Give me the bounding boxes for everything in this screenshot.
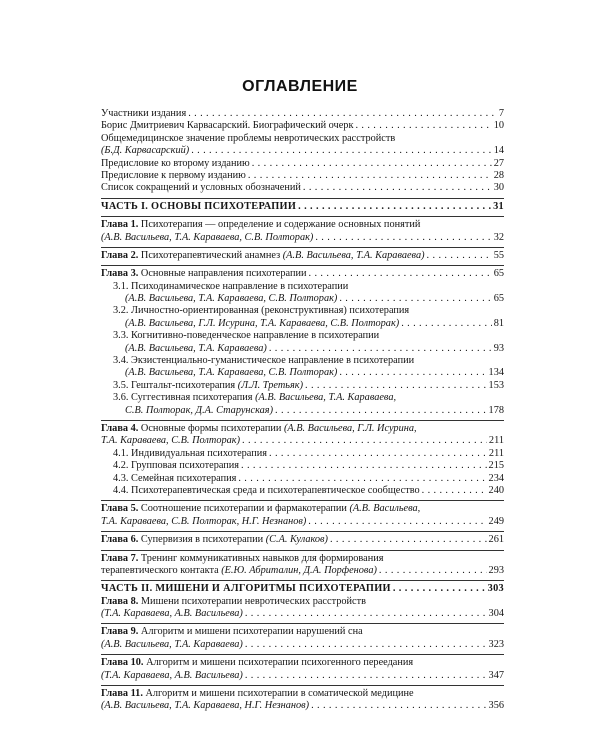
entry-title: 3.6. Суггестивная психотерапия: [113, 392, 253, 404]
chapter-label: Глава 10.: [101, 657, 144, 669]
section-entry: [101, 380, 504, 392]
entry-authors: Т.А. Караваева, С.В. Полторак): [101, 435, 241, 447]
page-title: ОГЛАВЛЕНИЕ: [242, 78, 358, 95]
entry-authors: (Т.А. Караваева, А.В. Васильева): [101, 669, 243, 681]
entry-title: 4.2. Групповая психотерапия: [113, 460, 240, 472]
page-number: 27: [493, 157, 504, 169]
toc-entry: [101, 108, 504, 120]
divider: [101, 420, 504, 421]
chapter-entry: [101, 688, 504, 700]
chapter-entry: [101, 219, 504, 231]
entry-authors: (Л.Л. Третьяк): [237, 379, 304, 391]
section-entry: [101, 305, 504, 317]
toc-entry: [101, 608, 504, 620]
chapter-label: Глава 9.: [101, 626, 139, 638]
chapter-label: Глава 5.: [101, 503, 139, 515]
entry-authors: (А.В. Васильева, Т.А. Караваева, С.В. Полторак): [101, 231, 314, 243]
entry-authors: С.В. Полторак, Д.А. Старунская): [125, 404, 274, 416]
toc-entry: [101, 158, 504, 170]
page-number: 30: [493, 182, 504, 194]
page-number: 93: [493, 342, 504, 354]
entry-title: 4.1. Индивидуальная психотерапия: [113, 447, 267, 459]
page-number: 28: [493, 169, 504, 181]
page-number: 32: [493, 231, 504, 243]
entry-authors: (А.В. Васильева, Т.А. Караваева): [282, 249, 425, 261]
toc-entry: [101, 405, 504, 417]
toc-entry: [101, 670, 504, 682]
page-number: 178: [488, 404, 504, 416]
entry-authors: (А.В. Васильева, Т.А. Караваева, С.В. Полторак): [125, 293, 338, 305]
section-entry: [101, 473, 504, 485]
entry-title: 4.4. Психотерапевтическая среда и психотерапевтическое сообщество: [113, 484, 420, 496]
chapter-entry: [101, 268, 504, 280]
entry-title: Предисловие к первому изданию: [101, 169, 246, 181]
page-number: 65: [493, 293, 504, 305]
chapter-label: Глава 1.: [101, 219, 139, 231]
toc-entry: [101, 639, 504, 651]
chapter-entry: [101, 553, 504, 565]
chapter-label: Глава 2.: [101, 249, 139, 261]
page-number: 211: [488, 447, 504, 459]
entry-title: 4.3. Семейная психотерапия: [113, 472, 237, 484]
entry-title: 3.3. Когнитивно-поведенческое направление в психотерапии: [113, 330, 380, 342]
entry-authors: (А.В. Васильева, Т.А. Караваева,: [255, 392, 397, 404]
section-entry: [101, 448, 504, 460]
entry-title: Тренинг коммуникативных навыков для формирования: [140, 552, 384, 564]
entry-title: Психотерапевтический анамнез: [140, 249, 281, 261]
chapter-label: Глава 4.: [101, 422, 139, 434]
toc-entry: [101, 700, 504, 712]
entry-authors: (А.В. Васильева, Т.А. Караваева, С.В. Полторак): [125, 367, 338, 379]
divider: [101, 531, 504, 532]
page-number: 303: [487, 583, 504, 595]
part-heading: [101, 583, 504, 595]
part-title: ЧАСТЬ II. МИШЕНИ И АЛГОРИТМЫ ПСИХОТЕРАПИИ: [101, 583, 391, 595]
toc-entry: [101, 170, 504, 182]
toc-entry-line: [101, 133, 504, 145]
entry-title: Борис Дмитриевич Карвасарский. Биографический очерк: [101, 120, 354, 132]
entry-title: Алгоритм и мишени психотерапии психогенного переедания: [146, 657, 414, 669]
entry-authors: (Б.Д. Карвасарский): [101, 145, 190, 157]
section-entry: [101, 392, 504, 404]
page-number: 347: [488, 669, 504, 681]
toc-entry: [101, 232, 504, 244]
page-number: 293: [488, 564, 504, 576]
entry-title: Основные направления психотерапии: [140, 268, 307, 280]
entry-authors: (А.В. Васильева, Г.Л. Исурина, Т.А. Караваева, С.В. Полторак): [125, 317, 400, 329]
page-number: 55: [493, 249, 504, 261]
chapter-label: Глава 3.: [101, 268, 139, 280]
section-entry: [101, 460, 504, 472]
entry-authors: (Т.А. Караваева, А.В. Васильева): [101, 608, 243, 620]
entry-title: терапевтического контакта: [101, 564, 219, 576]
entry-title: Алгоритм и мишени психотерапии нарушений сна: [140, 626, 363, 638]
entry-title: 3.2. Личностно-ориентированная (реконструктивная) психотерапия: [113, 305, 410, 317]
page-number: 31: [493, 200, 504, 212]
entry-authors: (А.В. Васильева, Т.А. Караваева): [125, 342, 267, 354]
part-title: ЧАСТЬ I. ОСНОВЫ ПСИХОТЕРАПИИ: [101, 200, 297, 212]
entry-title: Основные формы психотерапии: [140, 422, 282, 434]
page-number: 153: [488, 379, 504, 391]
entry-title: 3.5. Гештальт-психотерапия: [113, 379, 236, 391]
chapter-label: Глава 8.: [101, 595, 139, 607]
divider: [101, 500, 504, 501]
divider: [101, 550, 504, 551]
entry-title: Алгоритм и мишени психотерапии в соматической медицине: [145, 688, 414, 700]
page-number: 261: [488, 534, 504, 546]
entry-title: Супервизия в психотерапии: [140, 534, 264, 546]
entry-authors: (Е.Ю. Абриталин, Д.А. Порфенова): [221, 564, 377, 576]
entry-title: Предисловие ко второму изданию: [101, 157, 250, 169]
page-number: 7: [498, 108, 504, 119]
chapter-entry: [101, 626, 504, 638]
page-number: 65: [493, 268, 504, 280]
page-number: 249: [488, 515, 504, 527]
chapter-entry: [101, 250, 504, 262]
divider: [101, 247, 504, 248]
chapter-entry: [101, 596, 504, 608]
entry-title: Участники издания: [101, 108, 187, 119]
chapter-label: Глава 11.: [101, 688, 143, 700]
page-number: 323: [488, 638, 504, 650]
page-number: 211: [488, 435, 504, 447]
toc-entry: [101, 343, 504, 355]
entry-title: Мишени психотерапии невротических расстройств: [140, 595, 366, 607]
part-heading: [101, 201, 504, 213]
divider: [101, 685, 504, 686]
toc-entry: [101, 435, 504, 447]
divider: [101, 580, 504, 581]
toc-entry: [101, 516, 504, 528]
entry-title: Список сокращений и условных обозначений: [101, 182, 301, 194]
entry-authors: Т.А. Караваева, С.В. Полторак, Н.Г. Незнанов): [101, 515, 307, 527]
divider: [101, 623, 504, 624]
section-entry: [101, 330, 504, 342]
entry-authors: (А.В. Васильева, Т.А. Караваева): [101, 638, 243, 650]
section-entry: [101, 355, 504, 367]
toc-entry: [101, 565, 504, 577]
entry-authors: (С.А. Кулаков): [265, 534, 328, 546]
divider: [101, 654, 504, 655]
page-number: 234: [488, 472, 504, 484]
page-number: 215: [488, 460, 504, 472]
entry-title: Соотношение психотерапии и фармакотерапии: [140, 503, 347, 515]
page-number: 304: [488, 608, 504, 620]
toc-entry: [101, 120, 504, 132]
page-number: 356: [488, 700, 504, 712]
divider: [101, 198, 504, 199]
chapter-entry: [101, 423, 504, 435]
page-number: 10: [493, 120, 504, 132]
entry-title: 3.4. Экзистенциально-гуманистическое направление в психотерапии: [113, 355, 415, 367]
page-number: 134: [488, 367, 504, 379]
chapter-label: Глава 7.: [101, 552, 139, 564]
section-entry: [101, 281, 504, 293]
entry-authors: (А.В. Васильева,: [349, 503, 421, 515]
chapter-entry: [101, 657, 504, 669]
toc-entry: [101, 145, 504, 157]
chapter-entry: [101, 503, 504, 515]
chapter-entry: [101, 534, 504, 546]
divider: [101, 265, 504, 266]
entry-title: Психотерапия — определение и содержание основных понятий: [140, 219, 421, 231]
toc-entry: [101, 293, 504, 305]
page-number: 14: [493, 145, 504, 157]
page-number: 81: [493, 317, 504, 329]
section-entry: [101, 485, 504, 497]
page-number: 240: [488, 484, 504, 496]
toc-entry: [101, 318, 504, 330]
divider: [101, 216, 504, 217]
entry-title: 3.1. Психодинамическое направление в психотерапии: [113, 280, 349, 292]
toc-entry: [101, 367, 504, 379]
chapter-label: Глава 6.: [101, 534, 139, 546]
table-of-contents: [101, 108, 504, 713]
entry-authors: (А.В. Васильева, Т.А. Караваева, Н.Г. Незнанов): [101, 700, 310, 712]
toc-entry: [101, 182, 504, 194]
entry-authors: (А.В. Васильева, Г.Л. Исурина,: [283, 422, 417, 434]
entry-title: Общемедицинское значение проблемы невротических расстройств: [101, 132, 396, 144]
